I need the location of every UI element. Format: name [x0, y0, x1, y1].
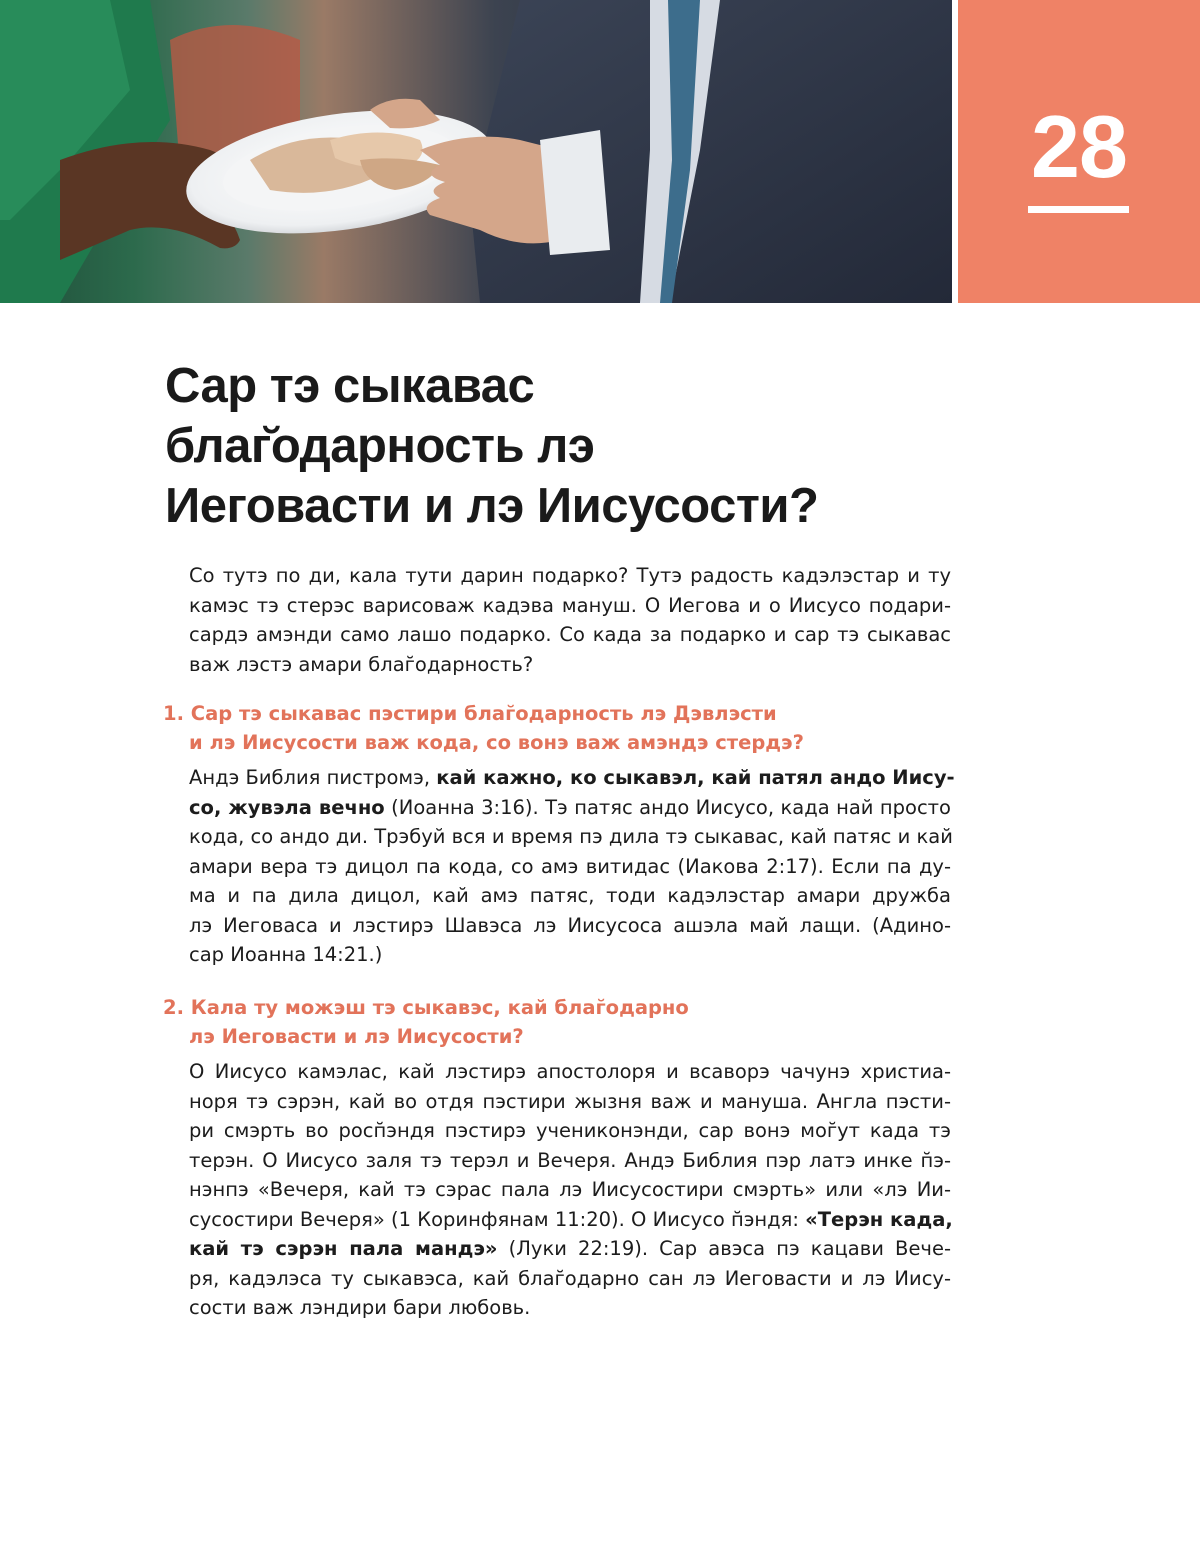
- section-heading-line: 2. Кала ту можэш тэ сыкавэс, кай благ̆одарно: [163, 996, 689, 1019]
- intro-line: сардэ амэнди само лашо подарко. Со када за подарко и сар тэ сыкавас: [189, 623, 951, 646]
- emphasis: кай тэ сэрэн пала мандэ»: [189, 1237, 498, 1260]
- paragraph-line: со, жувэла вечно (Иоанна 3:16). Тэ патяс андо Иисусо, када най просто: [189, 795, 951, 819]
- header-photo: [0, 0, 952, 303]
- paragraph-line: Андэ Библия пистромэ, кай кажно, ко сыкавэл, кай патял андо Иису-: [189, 766, 955, 789]
- paragraph-line: сости важ лэндири бари любовь.: [189, 1296, 531, 1319]
- intro-line: Со тутэ по ди, кала тути дарин подарко? Тутэ радость кадэлэстар и ту: [189, 564, 951, 587]
- section-heading-line: 1. Сар тэ сыкавас пэстири благ̆одарность лэ Дэвлэсти: [163, 702, 777, 725]
- paragraph-line: норя тэ сэрэн, кай во отдя пэстири жызня важ и мануша. Англа пэсти-: [189, 1089, 951, 1113]
- section-1-heading: [163, 699, 943, 757]
- page-title: [165, 356, 925, 536]
- page-title-line: Сар тэ сыкавас: [165, 359, 535, 413]
- page-title-line: благ̆одарность лэ: [165, 419, 595, 473]
- paragraph-line: кода, со андо ди. Трэбуй вся и время пэ дила тэ сыкавас, кай патяс и кай: [189, 825, 953, 848]
- paragraph-line: сар Иоанна 14:21.): [189, 943, 383, 966]
- intro-paragraph: [189, 561, 951, 679]
- paragraph-line: кай тэ сэрэн пала мандэ» (Луки 22:19). Сар авэса пэ кацави Вече-: [189, 1237, 951, 1260]
- chapter-underline: [1028, 206, 1129, 213]
- section-heading-line: и лэ Иисусости важ кода, со вонэ важ амэндэ стердэ?: [189, 731, 804, 754]
- paragraph-line: амари вера тэ дицол па кода, со амэ витидас (Иакова 2:17). Если па ду-: [189, 854, 951, 878]
- page-title-line: Иеговасти и лэ Иисусости?: [165, 479, 819, 533]
- paragraph-line: нэнпэ «Вечеря, кай тэ сэрас пала лэ Иисусостири смэрть» или «лэ Ии-: [189, 1178, 951, 1201]
- section-2-heading: [163, 993, 943, 1051]
- chapter-number: 28: [1031, 97, 1127, 196]
- emphasis: кай кажно, ко сыкавэл, кай патял андо Иису-: [436, 766, 955, 789]
- section-heading-line: лэ Иеговасти и лэ Иисусости?: [189, 1025, 524, 1048]
- paragraph-line: ря, кадэлэса ту сыкавэса, кай благ̆одарно сан лэ Иеговасти и лэ Иису-: [189, 1266, 951, 1290]
- paragraph-line: терэн. О Иисусо заля тэ терэл и Вечеря. Андэ Библия пэр латэ инке п̆э-: [189, 1148, 951, 1172]
- emphasis: «Терэн када,: [805, 1207, 953, 1231]
- paragraph-line: ри смэрть во росп̆эндя пэстирэ учениконэнди, сар вонэ мог̆ут када тэ: [189, 1119, 951, 1142]
- paragraph-line: сусостири Вечеря» (1 Коринфянам 11:20). О Иисусо п̆эндя: «Терэн када,: [189, 1207, 953, 1231]
- paragraph-line: лэ Иеговаса и лэстирэ Шавэса лэ Иисусоса ашэла май лащи. (Адино-: [189, 913, 951, 937]
- chapter-box: [958, 0, 1200, 303]
- paragraph-line: О Иисусо камэлас, кай лэстирэ апостолоря и всаворэ чачунэ христиа-: [189, 1060, 951, 1083]
- section-1-paragraph: [189, 763, 955, 970]
- intro-line: важ лэстэ амари благ̆одарность?: [189, 652, 534, 676]
- intro-line: камэс тэ стерэс варисоваж кадэва мануш. О Иегова и о Иисусо подари-: [189, 593, 951, 617]
- header-photo-illustration: [0, 0, 952, 303]
- emphasis: со, жувэла вечно: [189, 795, 385, 819]
- paragraph-line: ма и па дила дицол, кай амэ патяс, тоди кадэлэстар амари дружба: [189, 884, 951, 907]
- section-2-paragraph: [189, 1057, 951, 1323]
